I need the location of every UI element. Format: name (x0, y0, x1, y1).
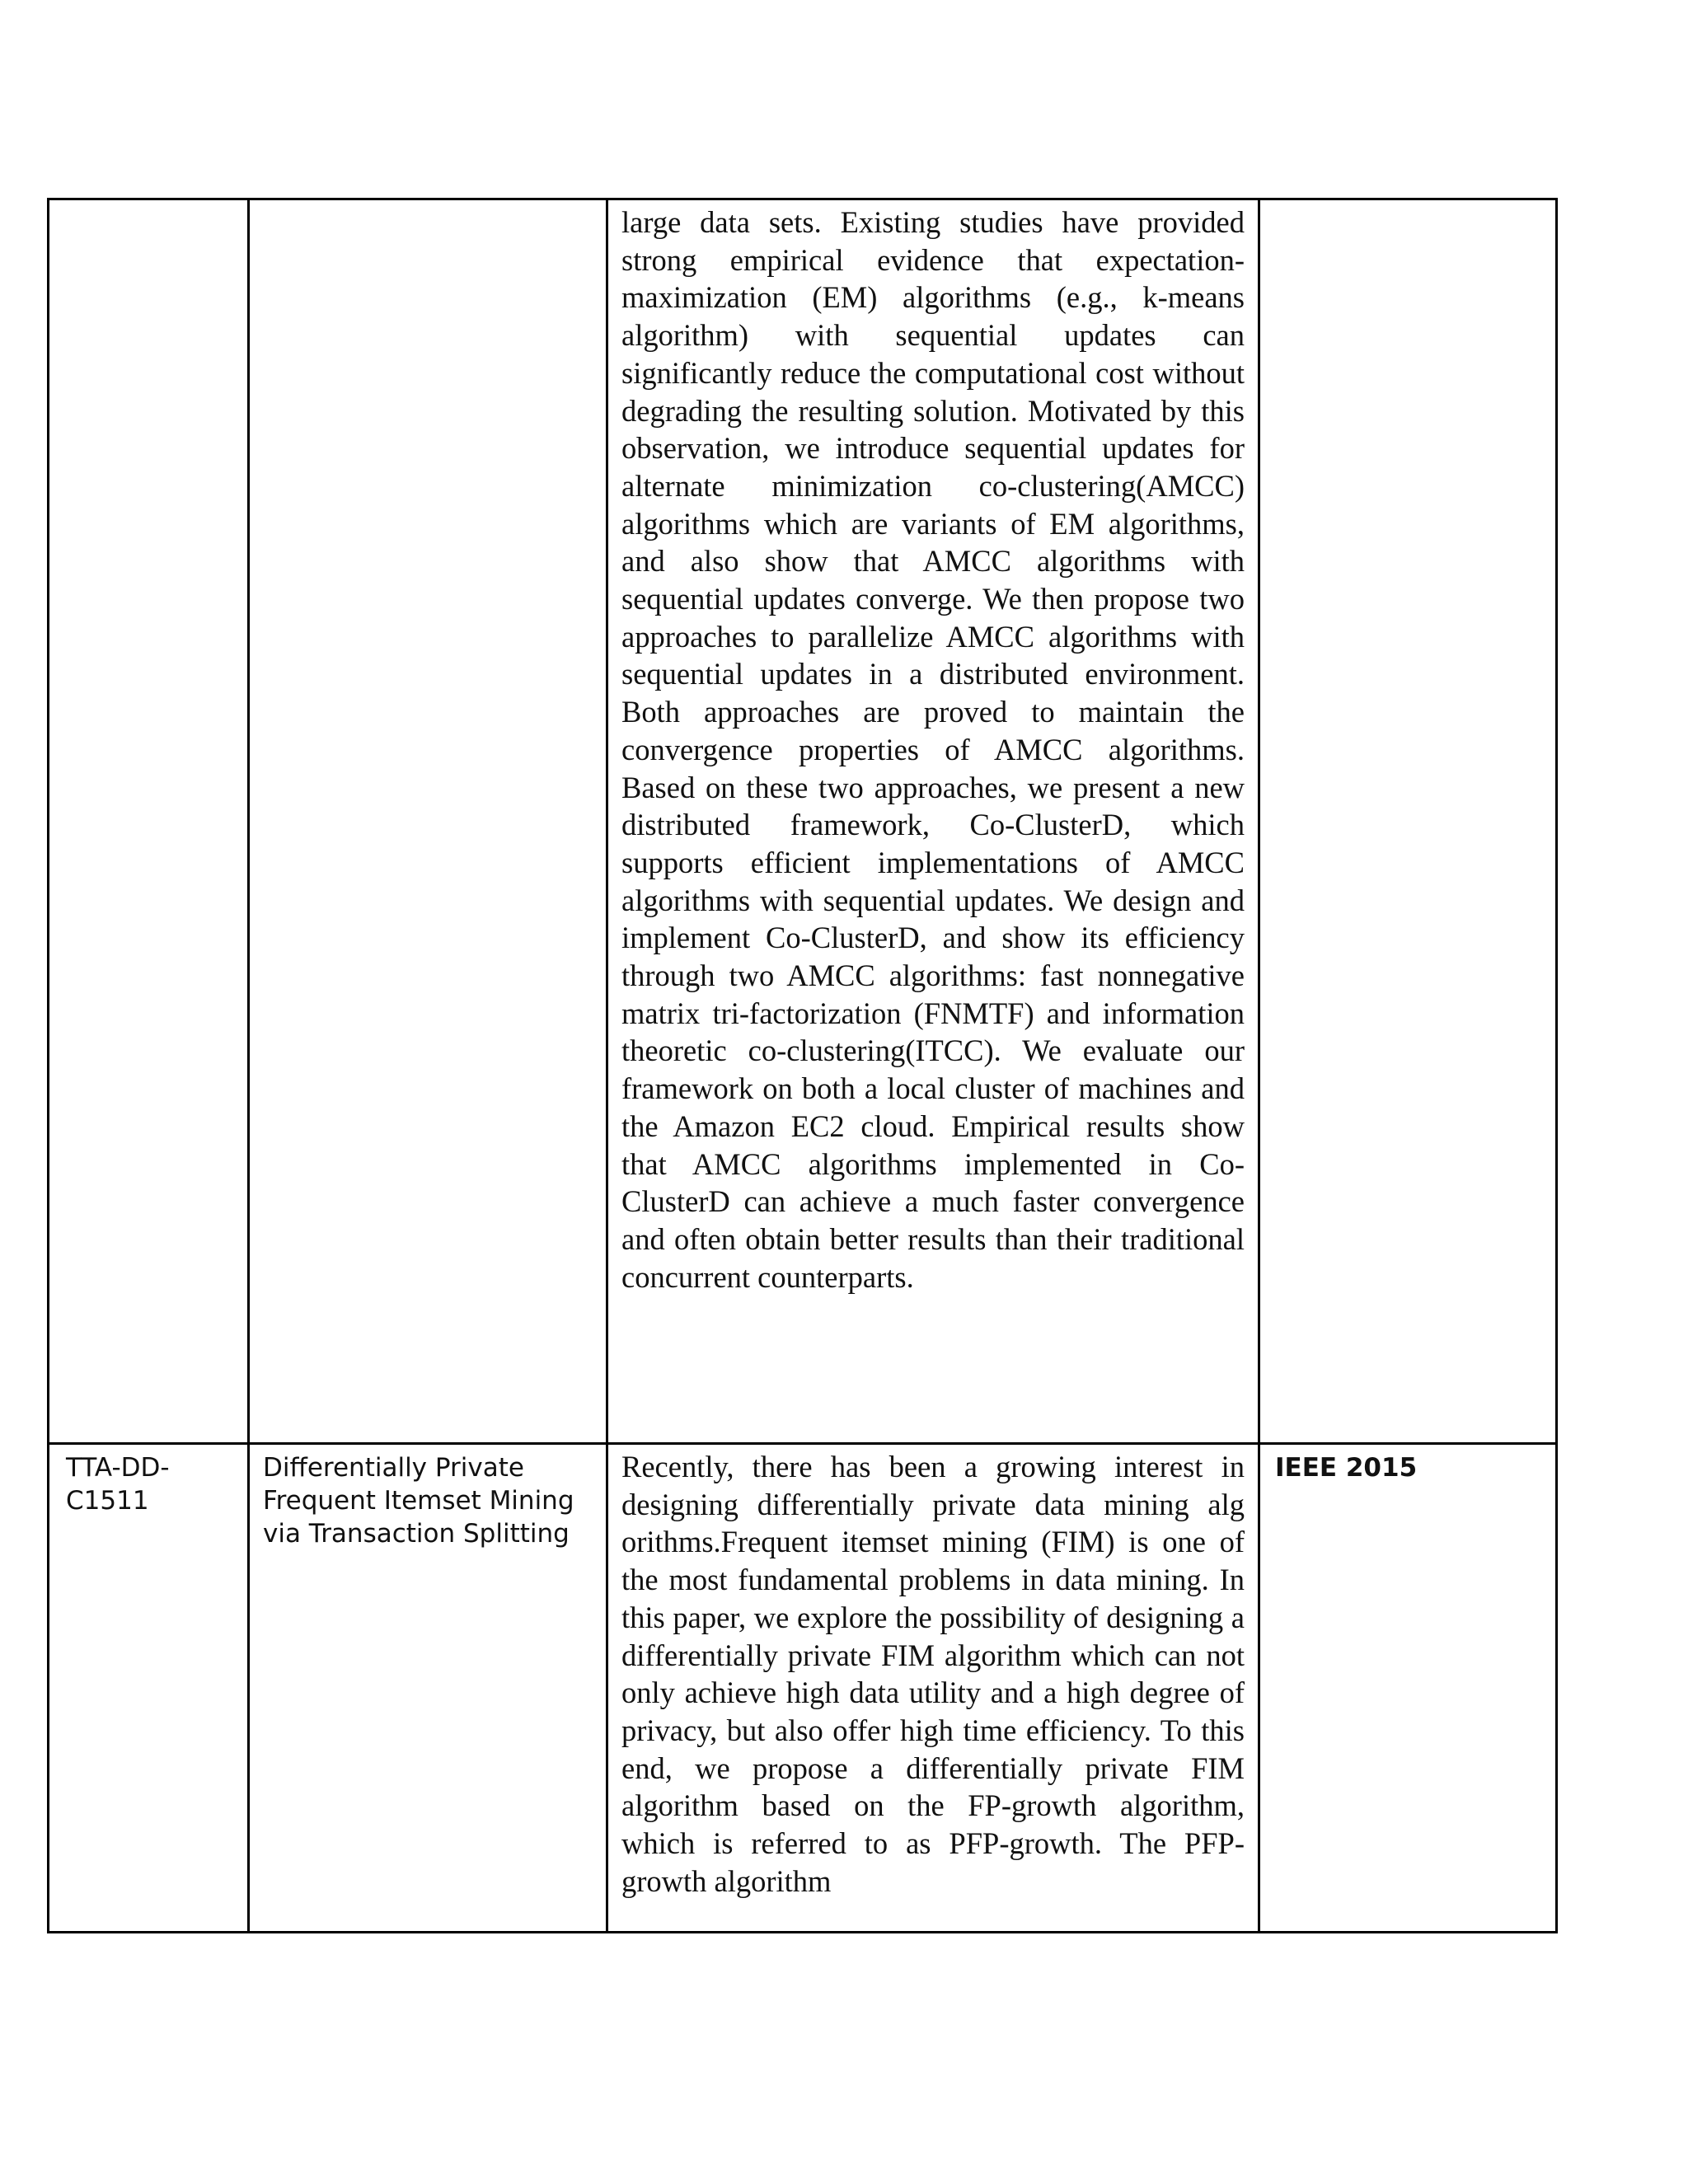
project-year-cell (1259, 1444, 1557, 1933)
project-year (1260, 200, 1555, 207)
project-year: IEEE 2015 (1275, 1453, 1418, 1483)
project-year-cell (1259, 199, 1557, 1444)
project-code: TTA-DD- C1511 (66, 1453, 170, 1516)
table-row (49, 199, 1557, 1444)
project-abstract-cell (607, 199, 1259, 1444)
project-title (250, 200, 606, 207)
project-table (47, 198, 1558, 1933)
project-code-cell (49, 199, 249, 1444)
project-title-cell (249, 1444, 607, 1933)
table-row (49, 1444, 1557, 1933)
project-abstract: large data sets. Existing studies have provided strong empirical evidence that expectation-maximization (EM) algorithms (e.g., k-means algorithm) with sequential updates can significantly reduce the computational cost without degrading the resulting solution. Motivated by this observation, we introduce sequential updates for alternate minimization co-clustering(AMCC) algorithms which are variants of EM algorithms, and also show that AMCC algorithms with sequential updates converge. We then propose two approaches to parallelize AMCC algorithms with sequential updates in a distributed environment. Both approaches are proved to maintain the convergence properties of AMCC algorithms. Based on these two approaches, we present a new distributed framework, Co-ClusterD, which supports efficient implementations of AMCC algorithms with sequential updates. We design and implement Co-ClusterD, and show its efficiency through two AMCC algorithms: fast nonnegative matrix tri-factorization (FNMTF) and information theoretic co-clustering(ITCC). We evaluate our framework on both a local cluster of machines and the Amazon EC2 cloud. Empirical results show that AMCC algorithms implemented in Co-ClusterD can achieve a much faster convergence and often obtain better results than their traditional concurrent counterparts. (621, 205, 1245, 1294)
project-title: Differentially Private Frequent Itemset Mining via Transaction Splitting (263, 1453, 574, 1549)
project-abstract-cell (607, 1444, 1259, 1933)
project-title-cell (249, 199, 607, 1444)
project-abstract: Recently, there has been a growing interest in designing differentially private data mining alg orithms.Frequent itemset mining (FIM) is one of the most fundamental problems in data mining. In this paper, we explore the possibility of designing a differentially private FIM algorithm which can not only achieve high data utility and a high degree of privacy, but also offer high time efficiency. To this end, we propose a differentially private FIM algorithm based on the FP-growth algorithm, which is referred to as PFP-growth. The PFP-growth algorithm (621, 1450, 1245, 1898)
project-code (49, 200, 247, 207)
project-code-cell (49, 1444, 249, 1933)
